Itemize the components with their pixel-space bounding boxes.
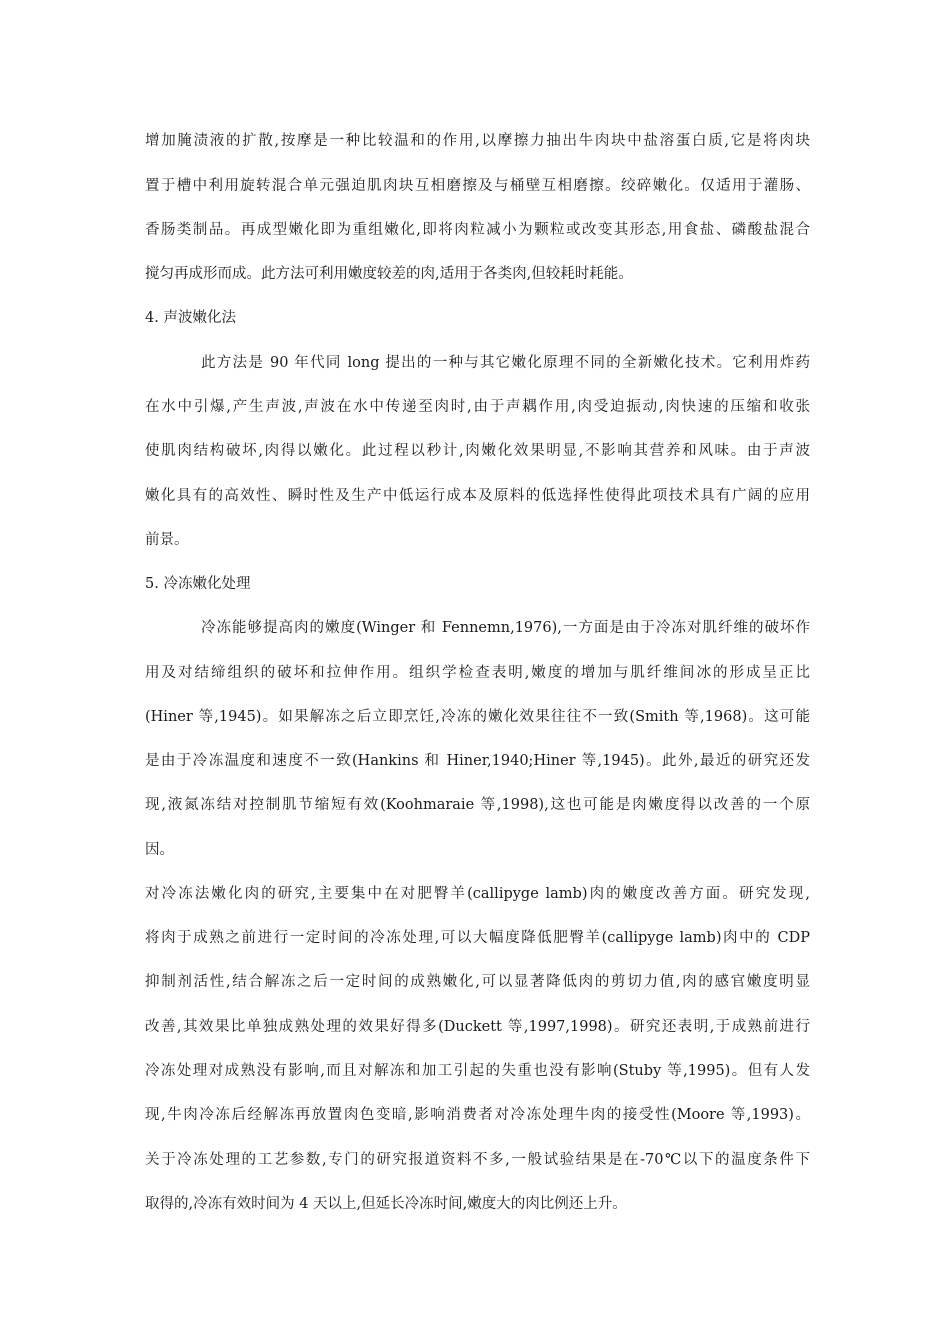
body-text-line: 此方法是 90 年代同 long 提出的一种与其它嫩化原理不同的全新嫩化技术。它利用炸药 [201, 355, 810, 371]
body-text-line: 冷冻能够提高肉的嫩度(Winger 和 Fennemn,1976),一方面是由于冷冻对肌纤维的破坏作 [201, 620, 810, 636]
body-text-line: 是由于冷冻温度和速度不一致(Hankins 和 Hiner,1940;Hiner 等,1945)。此外,最近的研究还发 [145, 753, 810, 769]
body-text-line: 搅匀再成形而成。此方法可利用嫩度较差的肉,适用于各类肉,但较耗时耗能。 [145, 266, 633, 282]
body-text-line: 使肌肉结构破坏,肉得以嫩化。此过程以秒计,肉嫩化效果明显,不影响其营养和风味。由于声波 [145, 443, 810, 459]
body-text-line: 前景。 [145, 532, 189, 548]
body-text-line: 置于槽中利用旋转混合单元强迫肌肉块互相磨擦及与桶壁互相磨擦。绞碎嫩化。仅适用于灌肠、 [145, 178, 810, 194]
body-text-line: 对冷冻法嫩化肉的研究,主要集中在对肥臀羊(callipyge lamb)肉的嫩度改善方面。研究发现, [145, 886, 810, 902]
section-heading: 5. 冷冻嫩化处理 [145, 576, 251, 592]
body-text-line: 因。 [145, 842, 174, 858]
body-text-line: 关于冷冻处理的工艺参数,专门的研究报道资料不多,一般试验结果是在-70℃以下的温度条件下 [145, 1152, 810, 1168]
body-text-line: 在水中引爆,产生声波,声波在水中传递至肉时,由于声耦作用,肉受迫振动,肉快速的压缩和收张 [145, 399, 810, 415]
body-text-line: 增加腌渍液的扩散,按摩是一种比较温和的作用,以摩擦力抽出牛肉块中盐溶蛋白质,它是将肉块 [145, 133, 810, 149]
body-text-line: 冷冻处理对成熟没有影响,而且对解冻和加工引起的失重也没有影响(Stuby 等,1995)。但有人发 [145, 1063, 810, 1079]
body-text-line: 将肉于成熟之前进行一定时间的冷冻处理,可以大幅度降低肥臀羊(callipyge lamb)肉中的 CDP [145, 930, 810, 946]
body-text-line: 改善,其效果比单独成熟处理的效果好得多(Duckett 等,1997,1998)。研究还表明,于成熟前进行 [145, 1019, 810, 1035]
body-text-line: 取得的,冷冻有效时间为 4 天以上,但延长冷冻时间,嫩度大的肉比例还上升。 [145, 1196, 627, 1212]
body-text-line: 香肠类制品。再成型嫩化即为重组嫩化,即将肉粒减小为颗粒或改变其形态,用食盐、磷酸盐混合 [145, 222, 810, 238]
body-text-line: 用及对结缔组织的破坏和拉伸作用。组织学检查表明,嫩度的增加与肌纤维间冰的形成呈正比 [145, 665, 810, 681]
body-text-line: 抑制剂活性,结合解冻之后一定时间的成熟嫩化,可以显著降低肉的剪切力值,肉的感官嫩度明显 [145, 974, 810, 990]
body-text-line: 现,液氮冻结对控制肌节缩短有效(Koohmaraie 等,1998),这也可能是肉嫩度得以改善的一个原 [145, 797, 810, 813]
body-text-line: 现,牛肉冷冻后经解冻再放置肉色变暗,影响消费者对冷冻处理牛肉的接受性(Moore 等,1993)。 [145, 1107, 810, 1123]
body-text-line: 嫩化具有的高效性、瞬时性及生产中低运行成本及原料的低选择性使得此项技术具有广阔的应用 [145, 488, 810, 504]
body-text-line: (Hiner 等,1945)。如果解冻之后立即烹饪,冷冻的嫩化效果往往不一致(Smith 等,1968)。这可能 [145, 709, 810, 725]
section-heading: 4. 声波嫩化法 [145, 310, 236, 326]
